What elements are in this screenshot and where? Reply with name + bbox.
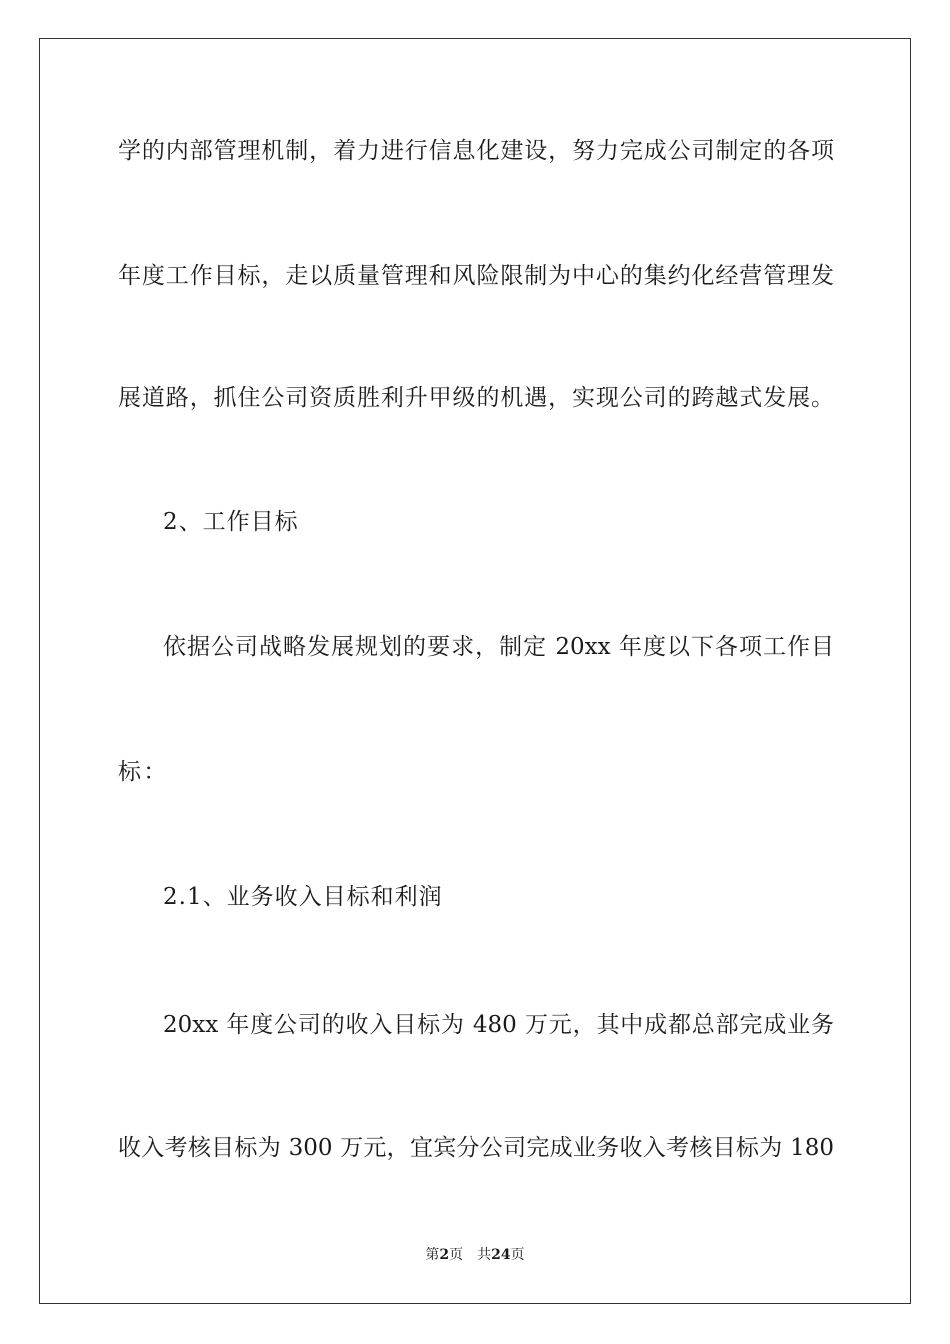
page-footer — [0, 1245, 950, 1265]
body-line-6: 标： — [118, 759, 169, 785]
footer-total-prefix: 共 — [477, 1247, 492, 1263]
body-line-3: 展道路，抓住公司资质胜利升甲级的机遇，实现公司的跨越式发展。 — [118, 385, 834, 411]
body-line-8: 20xx 年度公司的收入目标为 480 万元，其中成都总部完成业务 — [163, 1012, 834, 1038]
footer-total-pages: 24 — [491, 1247, 511, 1263]
page-border — [39, 38, 911, 1304]
subsection-heading-revenue-profit: 2.1、业务收入目标和利润 — [163, 884, 443, 910]
footer-page-number: 2 — [439, 1247, 450, 1263]
footer-total-suffix: 页 — [510, 1247, 525, 1263]
footer-page-suffix: 页 — [449, 1247, 464, 1263]
body-line-9: 收入考核目标为 300 万元，宜宾分公司完成业务收入考核目标为 180 — [118, 1135, 834, 1161]
section-heading-work-goals: 2、工作目标 — [163, 509, 299, 535]
body-line-5: 依据公司战略发展规划的要求，制定 20xx 年度以下各项工作目 — [163, 634, 834, 660]
body-line-2: 年度工作目标，走以质量管理和风险限制为中心的集约化经营管理发 — [118, 263, 834, 289]
footer-page-prefix: 第 — [425, 1247, 440, 1263]
body-line-1: 学的内部管理机制，着力进行信息化建设，努力完成公司制定的各项 — [118, 138, 834, 164]
